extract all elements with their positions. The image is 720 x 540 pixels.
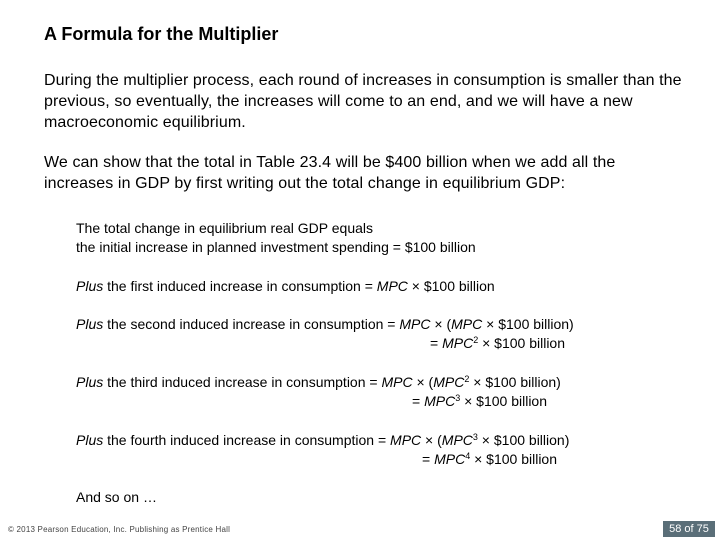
plus-label: Plus [76, 374, 104, 390]
third-induced-result: = $MPC^3$ × $100 billion [412, 393, 548, 409]
first-induced-line: Plus the first induced increase in consumption = MPC × $100 billion [76, 278, 495, 294]
second-induced-result: = $MPC^2$ × $100 billion [430, 335, 566, 351]
third-induced-line: Plus the third induced increase in consumption = MPC × ($MPC^2$ × $100 billion) [76, 374, 561, 390]
total-change-line-2: the initial increase in planned investment spending = $100 billion [76, 239, 476, 255]
total-change-line-1: The total change in equilibrium real GDP equals [76, 220, 374, 236]
slide-title: A Formula for the Multiplier [44, 24, 279, 44]
second-induced-line: Plus the second induced increase in consumption = MPC × (MPC × $100 billion) [76, 316, 574, 332]
and-so-on: And so on … [76, 489, 157, 505]
copyright-footer: © 2013 Pearson Education, Inc. Publishing as Prentice Hall [8, 525, 231, 534]
intro-paragraph: During the multiplier process, each round of increases in consumption is smaller than the previous, so eventually, the increases will come to an end, and we will have a new macroeconomic equilibrium. [44, 72, 682, 131]
method-paragraph: We can show that the total in Table 23.4 will be $400 billion when we add all the increases in GDP by first writing out the total change in equilibrium GDP: [44, 154, 616, 192]
plus-label: Plus [76, 278, 104, 294]
fourth-induced-result: = $MPC^4$ × $100 billion [422, 451, 558, 467]
plus-label: Plus [76, 432, 104, 448]
fourth-induced-line: Plus the fourth induced increase in consumption = MPC × ($MPC^3$ × $100 billion) [76, 432, 570, 448]
page-number-badge: 58 of 75 [663, 521, 715, 537]
plus-label: Plus [76, 316, 104, 332]
